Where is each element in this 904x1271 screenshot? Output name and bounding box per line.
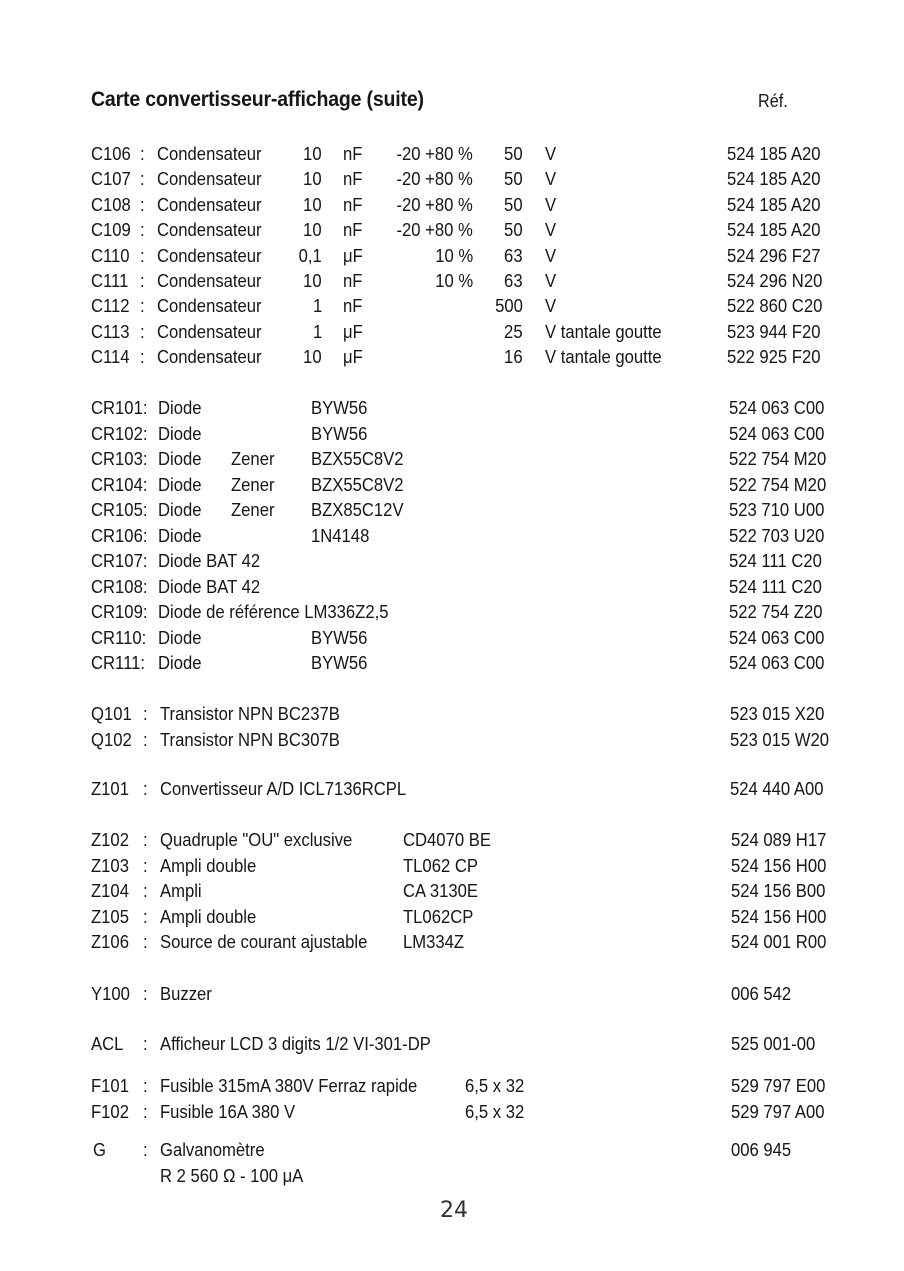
fuse-row	[0, 1075, 904, 1099]
capacitance-unit: nF	[343, 219, 363, 241]
part-name: Condensateur	[157, 244, 262, 266]
part-name: Condensateur	[157, 143, 262, 164]
separator: :	[143, 854, 148, 876]
separator: :	[140, 244, 145, 266]
capacitance-unit: μF	[343, 346, 363, 368]
diode-row	[0, 499, 904, 523]
voltage-unit: V tantale goutte	[545, 320, 662, 342]
voltage-unit: V	[545, 244, 557, 266]
part-id: C113	[91, 320, 130, 342]
part-id: C107	[91, 168, 131, 190]
part-id: Q101	[91, 703, 132, 724]
part-id: CR101:	[91, 397, 148, 418]
ic-row	[0, 931, 904, 955]
voltage-unit: V	[545, 219, 557, 241]
part-id: Z102	[91, 829, 129, 850]
part-number: BYW56	[311, 422, 368, 444]
reference-code: 524 063 C00	[729, 422, 825, 444]
fuse-row	[0, 1101, 904, 1125]
separator: :	[143, 728, 148, 750]
transistor-row	[0, 703, 904, 727]
diode-row	[0, 448, 904, 472]
capacitor-row	[0, 194, 904, 218]
part-number: TL062CP	[403, 905, 474, 927]
fuse-size: 6,5 x 32	[465, 1075, 525, 1096]
reference-code: 524 156 H00	[731, 854, 827, 876]
part-name: Diode	[158, 652, 202, 673]
reference-code: 523 015 W20	[730, 728, 830, 750]
tolerance: -20 +80 %	[396, 219, 473, 241]
part-number: CD4070 BE	[403, 829, 491, 850]
part-name: Diode de référence LM336Z2,5	[158, 601, 389, 622]
reference-code: 522 703 U20	[729, 524, 825, 546]
reference-code: 524 063 C00	[729, 626, 825, 648]
part-id: CR103:	[91, 448, 148, 469]
part-id: Z104	[91, 880, 129, 901]
voltage-unit: V	[545, 168, 557, 190]
part-name: Diode	[158, 626, 202, 648]
part-id: C106	[91, 143, 131, 164]
reference-code: 523 015 X20	[730, 703, 825, 724]
capacitance-value: 0,1	[298, 244, 322, 266]
capacitance-value: 10	[303, 219, 322, 241]
capacitance-unit: μF	[343, 320, 363, 342]
part-name: Condensateur	[157, 295, 262, 317]
part-id: CR107:	[91, 550, 148, 571]
diode-row	[0, 652, 904, 676]
separator: :	[143, 1101, 148, 1122]
part-id: CR104:	[91, 473, 148, 495]
part-id: Y100	[91, 983, 130, 1004]
diode-type: Zener	[231, 499, 275, 520]
part-description: Fusible 315mA 380V Ferraz rapide	[160, 1075, 418, 1096]
page-title: Carte convertisseur-affichage (suite)	[91, 88, 424, 111]
part-number: BZX85C12V	[311, 499, 404, 520]
capacitance-value: 10	[303, 168, 322, 190]
reference-column-header: Réf.	[758, 91, 788, 111]
part-id: C108	[91, 193, 131, 215]
ic-row	[0, 855, 904, 879]
part-id: CR111:	[91, 652, 145, 673]
part-number: TL062 CP	[403, 854, 478, 876]
part-id: Z103	[91, 854, 129, 876]
tolerance: -20 +80 %	[396, 168, 473, 190]
capacitor-row	[0, 245, 904, 269]
diode-type: Zener	[231, 473, 275, 495]
part-name: Diode BAT 42	[158, 575, 261, 597]
transistor-row	[0, 729, 904, 753]
separator: :	[143, 1075, 148, 1096]
part-name: Diode	[158, 473, 202, 495]
part-id: F102	[91, 1101, 129, 1122]
part-description: Ampli double	[160, 854, 257, 876]
galvanometer-row	[0, 1139, 904, 1163]
part-number: 1N4148	[311, 524, 370, 546]
part-description: Buzzer	[160, 983, 212, 1004]
separator: :	[143, 829, 148, 850]
part-description: Quadruple "OU" exclusive	[160, 829, 353, 850]
reference-code: 523 710 U00	[729, 499, 825, 520]
page-number: 24	[440, 1198, 468, 1223]
separator: :	[143, 778, 148, 799]
part-description: Fusible 16A 380 V	[160, 1101, 296, 1122]
separator: :	[143, 983, 148, 1004]
part-description: Transistor NPN BC307B	[160, 728, 340, 750]
reference-code: 522 754 M20	[729, 473, 827, 495]
part-name: Condensateur	[157, 270, 262, 291]
part-description: Convertisseur A/D ICL7136RCPL	[160, 778, 407, 799]
voltage-value: 25	[504, 320, 523, 342]
separator: :	[143, 703, 148, 724]
diode-row	[0, 601, 904, 625]
part-id: ACL	[91, 1033, 124, 1054]
separator: :	[143, 1139, 148, 1160]
capacitance-unit: nF	[343, 143, 363, 164]
separator: :	[143, 1033, 148, 1054]
reference-code: 524 111 C20	[729, 575, 822, 597]
reference-code: 524 185 A20	[727, 168, 821, 190]
capacitor-row	[0, 143, 904, 167]
separator: :	[143, 905, 148, 927]
part-id: Z105	[91, 905, 129, 927]
diode-row	[0, 627, 904, 651]
voltage-unit: V	[545, 270, 557, 291]
reference-code: 524 156 H00	[731, 905, 827, 927]
part-id: C110	[91, 244, 130, 266]
voltage-value: 500	[495, 295, 523, 317]
galvanometer-spec-row	[0, 1165, 904, 1189]
reference-code: 524 063 C00	[729, 652, 825, 673]
capacitance-unit: nF	[343, 193, 363, 215]
capacitance-unit: nF	[343, 168, 363, 190]
part-id: CR109:	[91, 601, 148, 622]
display-row	[0, 1033, 904, 1057]
ic-row	[0, 880, 904, 904]
part-description: Transistor NPN BC237B	[160, 703, 340, 724]
part-name: Diode	[158, 499, 202, 520]
reference-code: 522 754 M20	[729, 448, 827, 469]
part-number: BYW56	[311, 626, 368, 648]
part-description: Galvanomètre	[160, 1139, 265, 1160]
part-name: Diode BAT 42	[158, 550, 261, 571]
capacitance-value: 1	[312, 295, 322, 317]
separator: :	[140, 168, 145, 190]
part-name: Condensateur	[157, 219, 262, 241]
part-name: Condensateur	[157, 346, 262, 368]
reference-code: 523 944 F20	[727, 320, 821, 342]
part-id: C112	[91, 295, 130, 317]
part-id: F101	[91, 1075, 129, 1096]
reference-code: 524 001 R00	[731, 931, 827, 952]
diode-row	[0, 550, 904, 574]
part-name: Condensateur	[157, 320, 262, 342]
part-name: Diode	[158, 524, 202, 546]
voltage-unit: V	[545, 193, 557, 215]
part-name: Diode	[158, 397, 202, 418]
ic-row	[0, 829, 904, 853]
part-name: Diode	[158, 422, 202, 444]
voltage-value: 50	[504, 143, 523, 164]
reference-code: 524 185 A20	[727, 143, 821, 164]
reference-code: 522 860 C20	[727, 295, 823, 317]
voltage-value: 50	[504, 193, 523, 215]
capacitance-value: 10	[303, 270, 322, 291]
part-id: C114	[91, 346, 130, 368]
buzzer-row	[0, 983, 904, 1007]
capacitor-row	[0, 270, 904, 294]
capacitance-unit: μF	[343, 244, 363, 266]
reference-code: 524 111 C20	[729, 550, 822, 571]
separator: :	[140, 193, 145, 215]
voltage-value: 63	[504, 270, 523, 291]
part-number: BZX55C8V2	[311, 448, 404, 469]
part-name: Condensateur	[157, 193, 262, 215]
reference-code: 524 089 H17	[731, 829, 827, 850]
part-id: Q102	[91, 728, 132, 750]
diode-row	[0, 423, 904, 447]
part-number: CA 3130E	[403, 880, 478, 901]
separator: :	[140, 143, 145, 164]
separator: :	[140, 346, 145, 368]
voltage-value: 50	[504, 219, 523, 241]
part-description: Source de courant ajustable	[160, 931, 368, 952]
capacitor-row	[0, 321, 904, 345]
part-number: BZX55C8V2	[311, 473, 404, 495]
separator: :	[140, 295, 145, 317]
part-description: Afficheur LCD 3 digits 1/2 VI-301-DP	[160, 1033, 431, 1054]
voltage-unit: V	[545, 295, 557, 317]
ic-row	[0, 906, 904, 930]
reference-code: 524 063 C00	[729, 397, 825, 418]
tolerance: -20 +80 %	[396, 143, 473, 164]
part-number: BYW56	[311, 397, 368, 418]
voltage-value: 63	[504, 244, 523, 266]
voltage-unit: V	[545, 143, 557, 164]
reference-code: 525 001-00	[731, 1033, 816, 1054]
capacitance-value: 10	[303, 346, 322, 368]
reference-code: 529 797 E00	[731, 1075, 826, 1096]
part-number: LM334Z	[403, 931, 465, 952]
diode-type: Zener	[231, 448, 275, 469]
voltage-value: 16	[504, 346, 523, 368]
capacitance-unit: nF	[343, 295, 363, 317]
capacitance-unit: nF	[343, 270, 363, 291]
tolerance: 10 %	[435, 270, 473, 291]
diode-row	[0, 397, 904, 421]
capacitance-value: 1	[312, 320, 322, 342]
converter-row	[0, 778, 904, 802]
reference-code: 524 185 A20	[727, 219, 821, 241]
capacitance-value: 10	[303, 143, 322, 164]
voltage-unit: V tantale goutte	[545, 346, 662, 368]
voltage-value: 50	[504, 168, 523, 190]
capacitor-row	[0, 346, 904, 370]
reference-code: 529 797 A00	[731, 1101, 825, 1122]
part-id: CR108:	[91, 575, 148, 597]
reference-code: 006 945	[731, 1139, 792, 1160]
diode-row	[0, 474, 904, 498]
part-id: CR106:	[91, 524, 148, 546]
reference-code: 522 754 Z20	[729, 601, 823, 622]
reference-code: 522 925 F20	[727, 346, 821, 368]
diode-row	[0, 525, 904, 549]
part-id: CR110:	[91, 626, 147, 648]
galvanometer-spec: R 2 560 Ω - 100 μA	[160, 1165, 304, 1186]
reference-code: 006 542	[731, 983, 792, 1004]
part-id: G	[93, 1139, 106, 1160]
separator: :	[140, 219, 145, 241]
capacitance-value: 10	[303, 193, 322, 215]
part-name: Diode	[158, 448, 202, 469]
tolerance: -20 +80 %	[396, 193, 473, 215]
reference-code: 524 440 A00	[730, 778, 824, 799]
diode-row	[0, 576, 904, 600]
separator: :	[143, 931, 148, 952]
tolerance: 10 %	[435, 244, 473, 266]
separator: :	[140, 270, 145, 291]
part-description: Ampli	[160, 880, 202, 901]
part-number: BYW56	[311, 652, 368, 673]
reference-code: 524 296 N20	[727, 270, 823, 291]
separator: :	[140, 320, 145, 342]
capacitor-row	[0, 168, 904, 192]
part-id: CR105:	[91, 499, 148, 520]
part-id: C109	[91, 219, 131, 241]
part-id: Z106	[91, 931, 129, 952]
part-description: Ampli double	[160, 905, 257, 927]
capacitor-row	[0, 219, 904, 243]
capacitor-row	[0, 295, 904, 319]
reference-code: 524 156 B00	[731, 880, 826, 901]
reference-code: 524 296 F27	[727, 244, 821, 266]
separator: :	[143, 880, 148, 901]
reference-code: 524 185 A20	[727, 193, 821, 215]
part-name: Condensateur	[157, 168, 262, 190]
part-id: CR102:	[91, 422, 148, 444]
part-id: Z101	[91, 778, 129, 799]
fuse-size: 6,5 x 32	[465, 1101, 525, 1122]
part-id: C111	[91, 270, 129, 291]
